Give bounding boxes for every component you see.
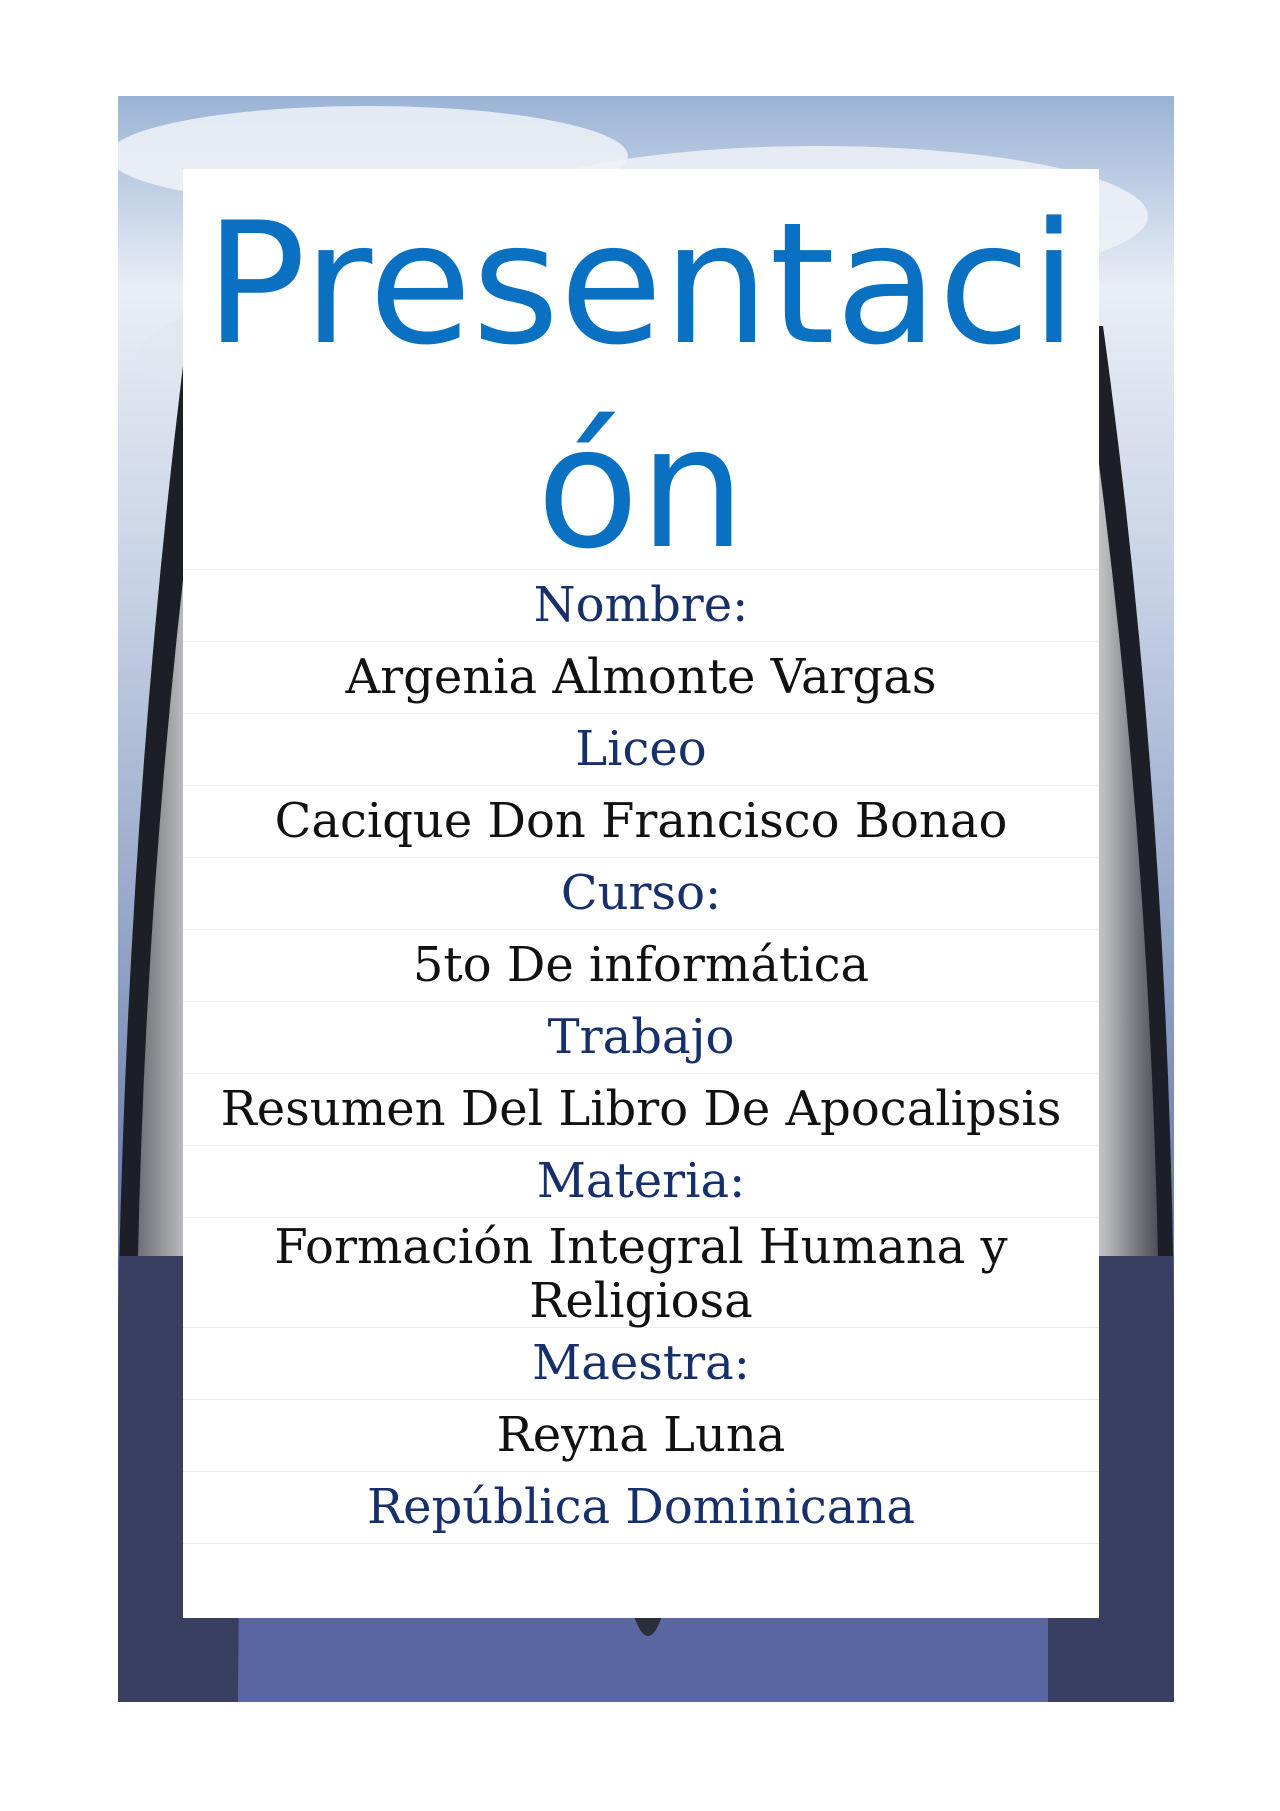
title-line-2: ón <box>536 390 746 586</box>
trabajo-value: Resumen Del Libro De Apocalipsis <box>183 1073 1099 1145</box>
title-line-1: Presentaci <box>204 186 1078 382</box>
materia-value: Formación Integral Humana y Religiosa <box>183 1217 1099 1327</box>
info-table <box>183 569 1099 1544</box>
trabajo-label: Trabajo <box>183 1001 1099 1073</box>
maestra-label: Maestra: <box>183 1327 1099 1399</box>
cover-card <box>183 169 1099 1618</box>
curso-value: 5to De informática <box>183 929 1099 1001</box>
liceo-value: Cacique Don Francisco Bonao <box>183 785 1099 857</box>
country-footer: República Dominicana <box>183 1471 1099 1544</box>
materia-label: Materia: <box>183 1145 1099 1217</box>
nombre-label: Nombre: <box>183 569 1099 641</box>
page-title <box>183 169 1099 586</box>
liceo-label: Liceo <box>183 713 1099 785</box>
maestra-value: Reyna Luna <box>183 1399 1099 1471</box>
curso-label: Curso: <box>183 857 1099 929</box>
nombre-value: Argenia Almonte Vargas <box>183 641 1099 713</box>
